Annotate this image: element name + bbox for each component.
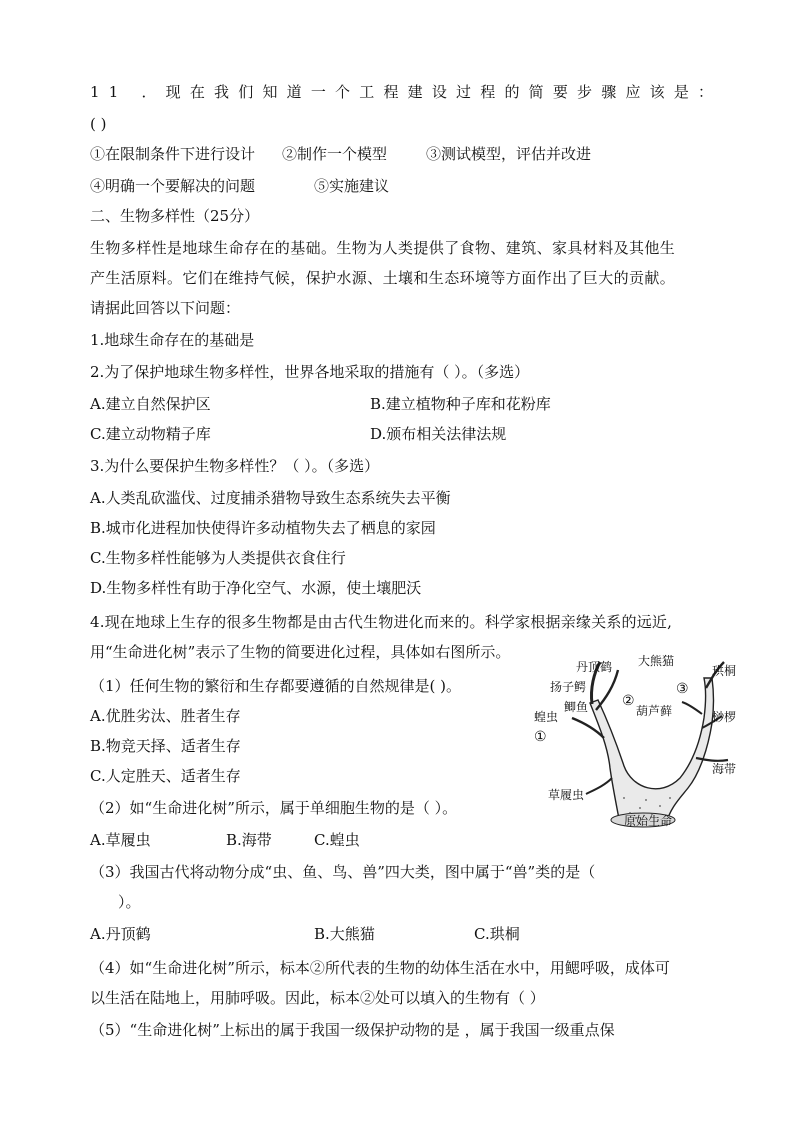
label-haidai: 海带: [712, 762, 737, 776]
q2-option: B.建立植物种子库和花粉库: [370, 395, 551, 413]
trunk-shape: [590, 678, 714, 824]
q4-1-option: A.优胜劣汰、胜者生存: [90, 707, 241, 725]
label-suoluo: 桫椤: [712, 710, 737, 724]
q4-2-option: C.蝗虫: [314, 831, 360, 849]
q4-3-option: A.丹顶鹤: [90, 925, 151, 943]
q3-option: D.生物多样性有助于净化空气、水源，使土壤肥沃: [90, 579, 422, 597]
label-dandinghe: 丹顶鹤: [576, 660, 613, 674]
q4-2-option: B.海带: [226, 831, 272, 849]
q4-2-option: A.草履虫: [90, 831, 151, 849]
q11-option: ④明确一个要解决的问题: [90, 177, 256, 195]
intro-line: 生物多样性是地球生命存在的基础。生物为人类提供了食物、建筑、家具材料及其他生: [90, 239, 676, 257]
label-yangzie: 扬子鳄: [550, 680, 587, 694]
q4-1-option: B.物竞天择、适者生存: [90, 737, 241, 755]
q4-1-option: C.人定胜天、适者生存: [90, 767, 241, 785]
q4-5: （5）“生命进化树”上标出的属于我国一级保护动物的是 ，属于我国一级重点保: [90, 1021, 615, 1039]
label-jiyu: 鲫鱼: [564, 700, 589, 714]
q4-intro: 4.现在地球上生存的很多生物都是由古代生物进化而来的。科学家根据亲缘关系的远近,: [90, 613, 673, 631]
q3-option: A.人类乱砍滥伐、过度捕杀猎物导致生态系统失去平衡: [90, 489, 451, 507]
q4-4: （4）如“生命进化树”所示，标本②所代表的生物的幼体生活在水中，用鳃呼吸，成体可: [90, 959, 670, 977]
q11-text: 11 ．现在我们知道一个工程建设过程的简要步骤应该是：: [90, 83, 723, 101]
q11-answer-bracket: ( ): [90, 115, 107, 133]
marker-1: ①: [534, 729, 547, 745]
question-1: 1.地球生命存在的基础是: [90, 331, 255, 349]
intro-line: 产生活原料。它们在维持气候，保护水源、土壤和生态环境等方面作出了巨大的贡献。: [90, 269, 676, 287]
q11-option: ⑤实施建议: [314, 177, 390, 195]
label-huangchong: 蝗虫: [534, 710, 559, 724]
branch-hulux: [682, 702, 702, 714]
marker-3: ③: [676, 681, 689, 697]
q4-intro: 用“生命进化树”表示了生物的简要进化过程，具体如右图所示。: [90, 643, 511, 661]
q2-option: A.建立自然保护区: [90, 395, 211, 413]
label-caolvchong: 草履虫: [548, 788, 585, 802]
label-gongtong: 珙桐: [712, 664, 737, 678]
evolution-tree-figure: [520, 648, 750, 828]
q11-option: ①在限制条件下进行设计: [90, 145, 256, 163]
q4-3-option: B.大熊猫: [314, 925, 375, 943]
q3-option: C.生物多样性能够为人类提供衣食住行: [90, 549, 346, 567]
q11-option: ③测试模型，评估并改进: [426, 145, 592, 163]
branch-caolvchong: [586, 778, 612, 794]
q4-2: （2）如“生命进化树”所示，属于单细胞生物的是（ ）。: [90, 799, 458, 817]
section-title: 二、生物多样性（25分）: [90, 207, 260, 225]
branch-jiyu: [596, 670, 618, 710]
marker-2: ②: [622, 693, 635, 709]
q3-option: B.城市化进程加快使得许多动植物失去了栖息的家园: [90, 519, 436, 537]
label-daxiongmao: 大熊猫: [638, 654, 675, 668]
label-yuanshi: 原始生命: [624, 814, 673, 828]
q4-3: （3）我国古代将动物分成“虫、鱼、鸟、兽”四大类，图中属于“兽”类的是（: [90, 863, 596, 881]
q4-3-end: ）。: [118, 893, 141, 911]
q4-3-option: C.珙桐: [474, 925, 520, 943]
q11-option: ②制作一个模型: [282, 145, 388, 163]
question-2: 2.为了保护地球生物多样性，世界各地采取的措施有（ ）。（多选）: [90, 363, 530, 381]
q4-1: （1）任何生物的繁衍和生存都要遵循的自然规律是( )。: [90, 677, 462, 695]
q4-4: 以生活在陆地上，用肺呼吸。因此，标本②处可以填入的生物有（ ）: [90, 989, 545, 1007]
q2-option: C.建立动物精子库: [90, 425, 211, 443]
q2-option: D.颁布相关法律法规: [370, 425, 507, 443]
intro-line: 请据此回答以下问题：: [90, 299, 241, 317]
question-3: 3.为什么要保护生物多样性？（ ）。（多选）: [90, 457, 380, 475]
label-hulux: 葫芦藓: [636, 704, 673, 718]
